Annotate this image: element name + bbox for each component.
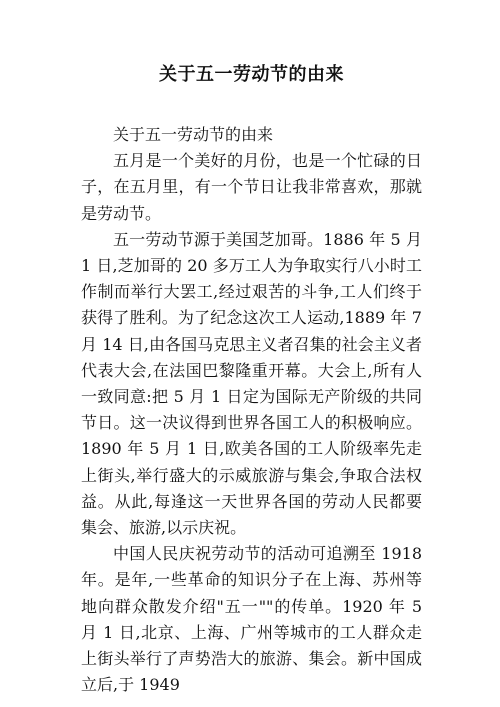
paragraph-heading: 关于五一劳动节的由来: [113, 125, 274, 144]
paragraph-intro: 五月是一个美好的月份，也是一个忙碌的日子，在五月里，有一个节日让我非常喜欢，那就是劳动节。: [81, 151, 422, 223]
paragraph-origin: 五一劳动节源于美国芝加哥。1886 年 5 月 1 日,芝加哥的 20 多万工人为争取实行八小时工作制而举行大罢工,经过艰苦的斗争,工人们终于获得了胜利。为了纪念这次工人运动,1889 年 7 月 14 日,由各国马克思主义者召集的社会主义者代表大会,在法国巴黎隆重开幕。大会上,所有人一致同意:把 5 月 1 日定为国际无产阶级的共同节日。这一决议得到世界各国工人的积极响应。1890 年 5 月 1 日,欧美各国的工人阶级率先走上街头,举行盛大的示威旅游与集会,争取合法权益。从此,每逢这一天世界各国的劳动人民都要集会、旅游,以示庆祝。: [81, 229, 422, 538]
document-title: 关于五一劳动节的由来: [159, 64, 344, 85]
paragraph-china: 中国人民庆祝劳动节的活动可追溯至 1918 年。是年,一些革命的知识分子在上海、苏州等地向群众散发介绍"五一""的传单。1920 年 5 月 1 日,北京、上海、广州等城市的工人群众走上街头举行了声势浩大的旅游、集会。新中国成立后,于 1949: [81, 544, 422, 695]
document-body: [81, 122, 422, 698]
